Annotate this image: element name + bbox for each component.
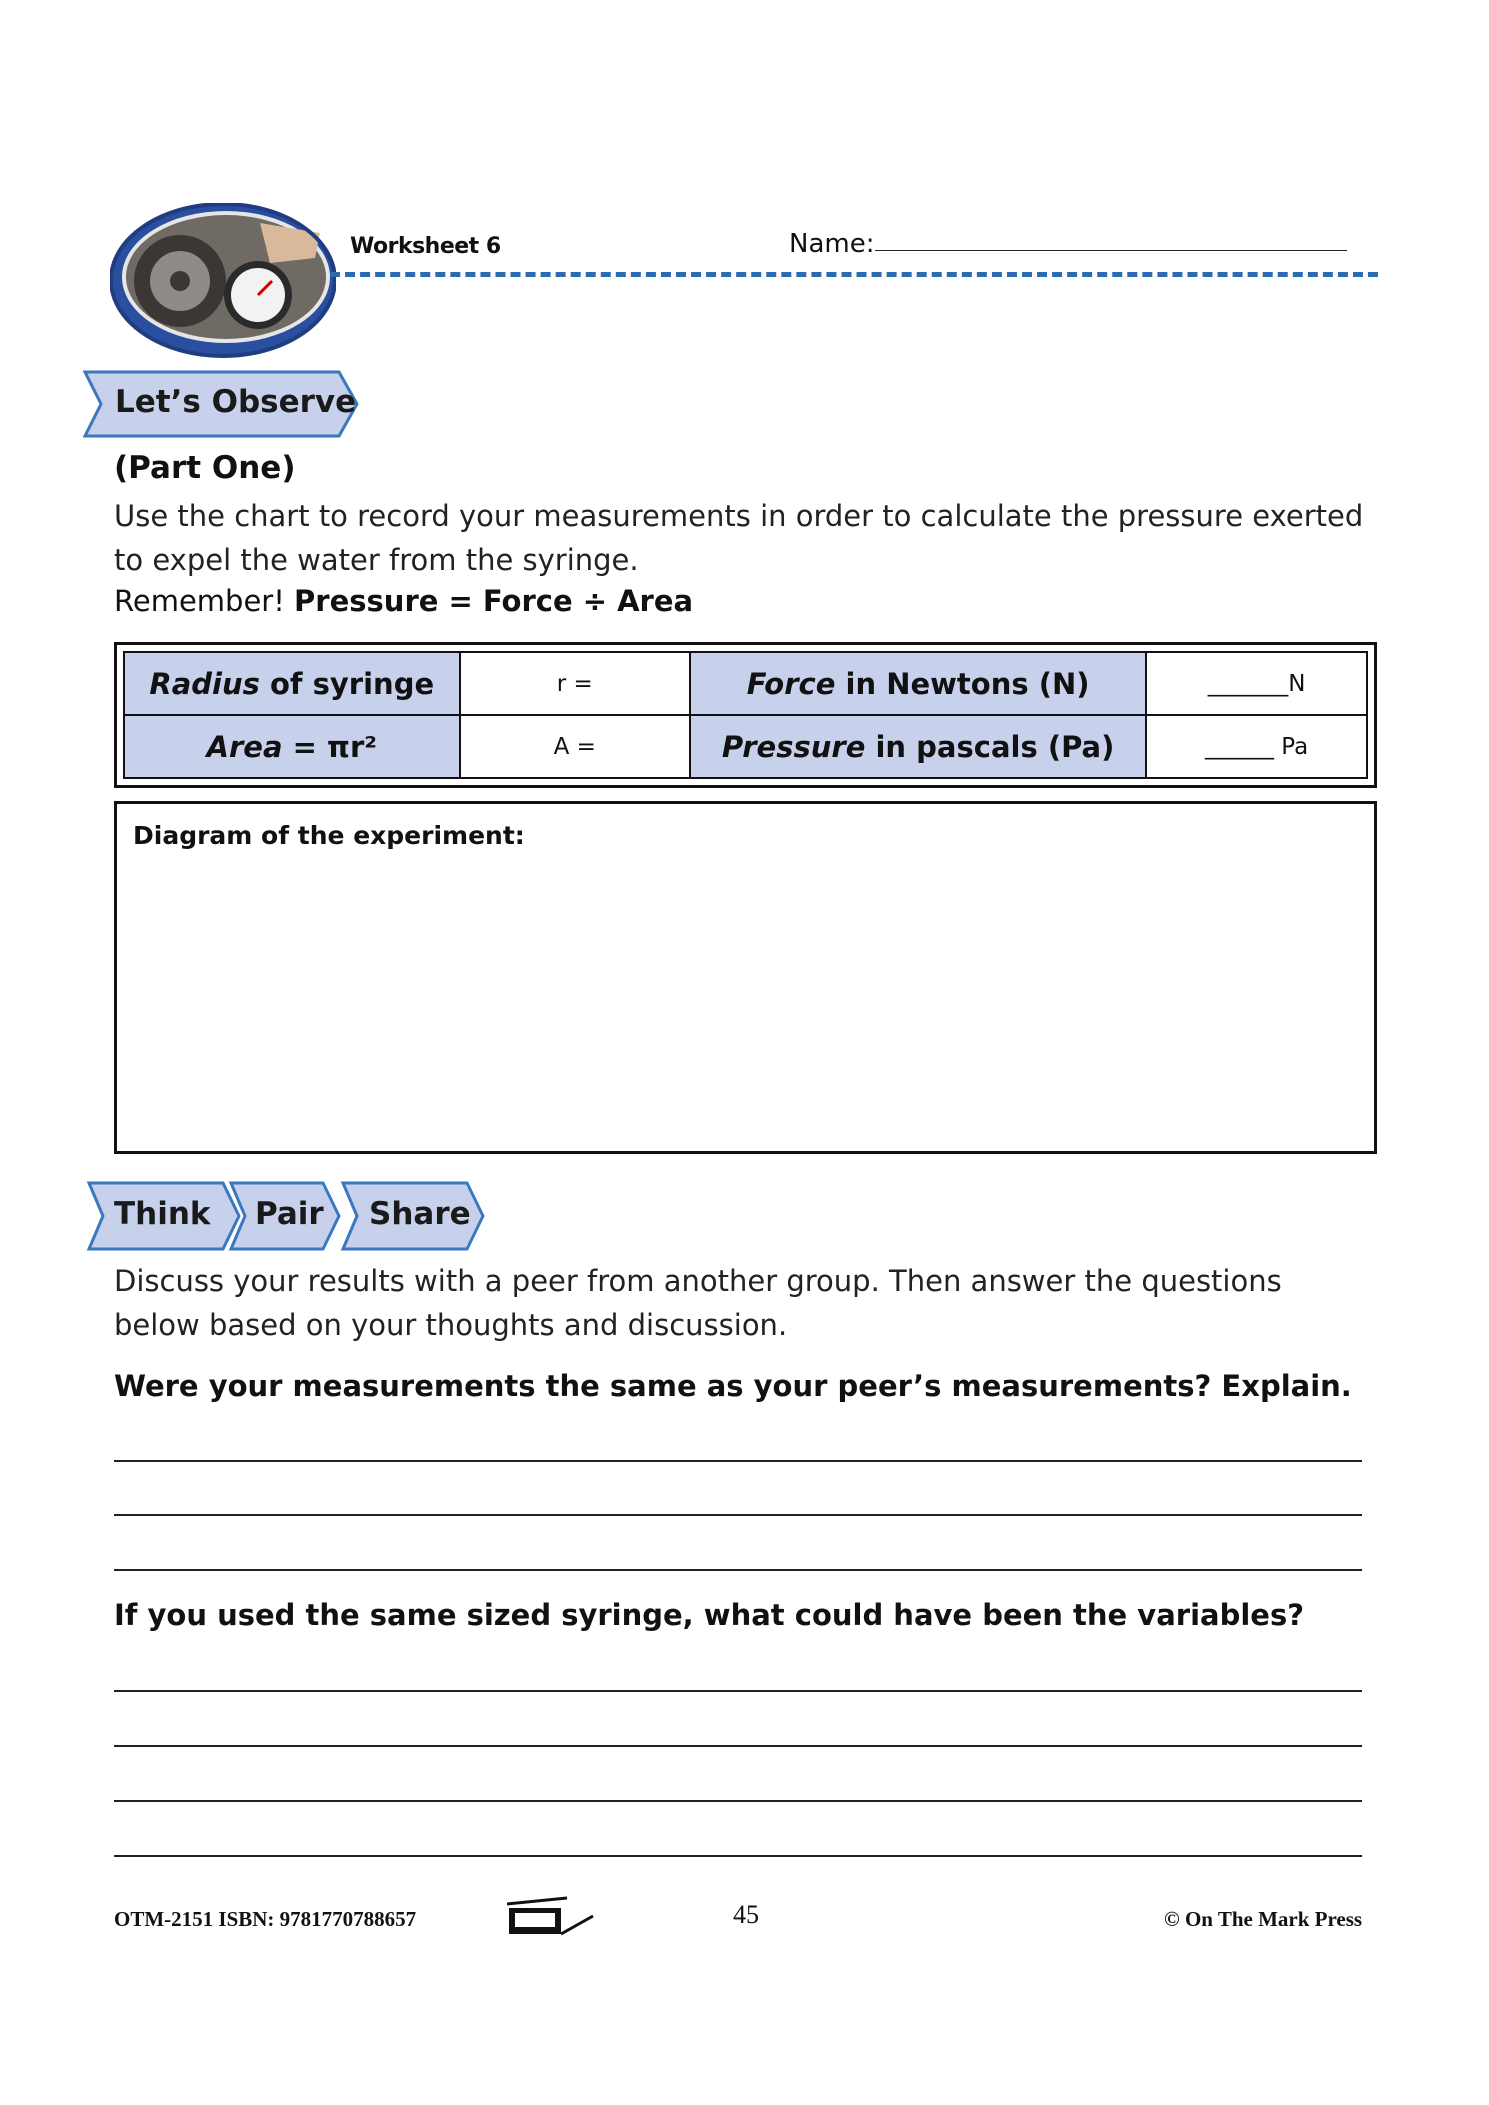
diagram-label: Diagram of the experiment: — [133, 821, 525, 850]
answer-line[interactable] — [114, 1855, 1362, 1857]
remember-prefix: Remember! — [114, 584, 285, 618]
answer-line[interactable] — [114, 1800, 1362, 1802]
lets-observe-tag: Let’s Observe — [115, 384, 357, 420]
share-tag: Share — [369, 1196, 471, 1232]
tire-gauge-logo — [110, 203, 336, 358]
pair-tag: Pair — [255, 1196, 324, 1232]
answer-line[interactable] — [114, 1690, 1362, 1692]
answer-line[interactable] — [114, 1569, 1362, 1571]
pressure-formula: Pressure = Force ÷ Area — [294, 584, 694, 618]
area-header: Area = πr² — [124, 715, 460, 778]
footer-copyright: © On The Mark Press — [1164, 1907, 1363, 1931]
table-row — [124, 652, 1367, 715]
answer-line[interactable] — [114, 1745, 1362, 1747]
part-one-heading: (Part One) — [114, 450, 296, 486]
radius-value-cell[interactable]: r = — [460, 652, 691, 715]
name-field-line[interactable] — [875, 250, 1347, 251]
table-row — [124, 715, 1367, 778]
discuss-text: Discuss your results with a peer from another group. Then answer the questions below based on your thoughts and discussion. — [114, 1264, 1282, 1342]
answer-line[interactable] — [114, 1514, 1362, 1516]
force-header: Force in Newtons (N) — [690, 652, 1146, 715]
think-tag: Think — [114, 1196, 211, 1232]
footer-isbn: OTM-2151 ISBN: 9781770788657 — [114, 1907, 417, 1931]
pressure-header: Pressure in pascals (Pa) — [690, 715, 1146, 778]
computer-icon — [507, 1896, 595, 1938]
area-value-cell[interactable]: A = — [460, 715, 691, 778]
diagram-area[interactable] — [114, 801, 1377, 1154]
question-2: If you used the same sized syringe, what could have been the variables? — [114, 1598, 1305, 1632]
answer-line[interactable] — [114, 1460, 1362, 1462]
measurement-chart — [114, 642, 1377, 788]
name-label: Name: — [789, 229, 875, 259]
page-number: 45 — [733, 1900, 759, 1929]
question-1: Were your measurements the same as your peer’s measurements? Explain. — [114, 1369, 1352, 1403]
intro-text: Use the chart to record your measurements in order to calculate the pressure exerted to expel the water from the syringe. — [114, 499, 1364, 577]
worksheet-label: Worksheet 6 — [350, 234, 501, 259]
remember-formula — [114, 584, 693, 618]
pressure-value-cell[interactable]: ______ Pa — [1146, 715, 1367, 778]
force-value-cell[interactable]: _______N — [1146, 652, 1367, 715]
radius-header: Radius of syringe — [124, 652, 460, 715]
measurement-table — [123, 651, 1368, 779]
header-divider — [330, 272, 1378, 277]
